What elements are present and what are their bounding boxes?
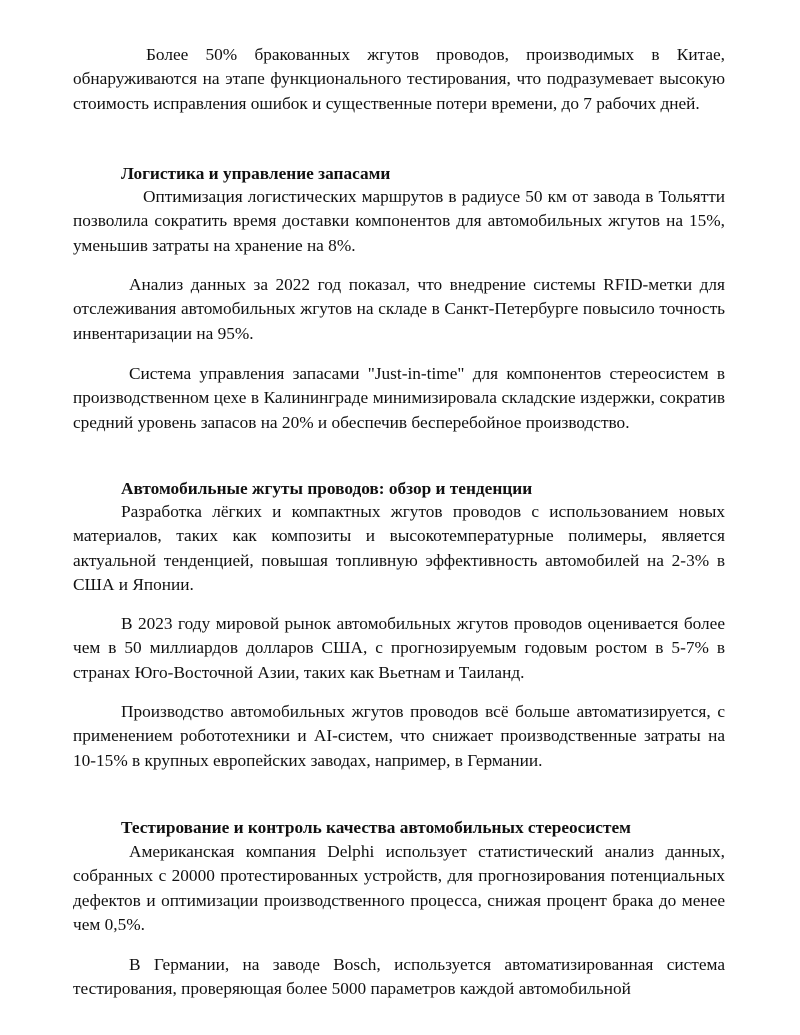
- paragraph-automation: Производство автомобильных жгутов проводов всё больше автоматизируется, с применением робототехники и AI-систем, что снижает производственные затраты на 10-15% в крупных европейских заводах, например, в Германии.: [73, 702, 725, 770]
- paragraph-delphi-analysis: Американская компания Delphi использует статистический анализ данных, собранных с 20000 протестированных устройств, для прогнозирования потенциальных дефектов и оптимизации производственного процесса, снижая процент брака до менее чем 0,5%.: [73, 842, 725, 934]
- heading-logistics: Логистика и управление запасами: [121, 164, 391, 183]
- paragraph-rfid-analysis: Анализ данных за 2022 год показал, что внедрение системы RFID-метки для отслеживания автомобильных жгутов на складе в Санкт-Петербурге повысило точность инвентаризации на 95%.: [73, 275, 725, 343]
- heading-wire-harness-trends: Автомобильные жгуты проводов: обзор и тенденции: [121, 479, 533, 498]
- heading-testing-quality: Тестирование и контроль качества автомобильных стереосистем: [121, 818, 631, 837]
- paragraph-market-2023: В 2023 году мировой рынок автомобильных жгутов проводов оценивается более чем в 50 миллиардов долларов США, с прогнозируемым годовым ростом в 5-7% в странах Юго-Восточной Азии, таких как Вьетнам и Таиланд.: [73, 614, 725, 682]
- paragraph-bosch-testing: В Германии, на заводе Bosch, используется автоматизированная система тестирования, проверяющая более 5000 параметров каждой автомобильной: [73, 955, 725, 999]
- paragraph-just-in-time: Система управления запасами "Just-in-time" для компонентов стереосистем в производственном цехе в Калининграде минимизировала складские издержки, сократив средний уровень запасов на 20% и обеспечив бесперебойное производство.: [73, 364, 725, 432]
- paragraph-defects-china: Более 50% бракованных жгутов проводов, производимых в Китае, обнаруживаются на этапе функционального тестирования, что подразумевает высокую стоимость исправления ошибок и существенные потери времени, до 7 рабочих дней.: [73, 45, 725, 113]
- paragraph-logistics-routes: Оптимизация логистических маршрутов в радиусе 50 км от завода в Тольятти позволила сократить время доставки компонентов для автомобильных жгутов на 15%, уменьшив затраты на хранение на 8%.: [73, 187, 725, 255]
- paragraph-lightweight-harness: Разработка лёгких и компактных жгутов проводов с использованием новых материалов, таких как композиты и высокотемпературные полимеры, является актуальной тенденцией, повышая топливную эффективность автомобилей на 2-3% в США и Японии.: [73, 502, 725, 594]
